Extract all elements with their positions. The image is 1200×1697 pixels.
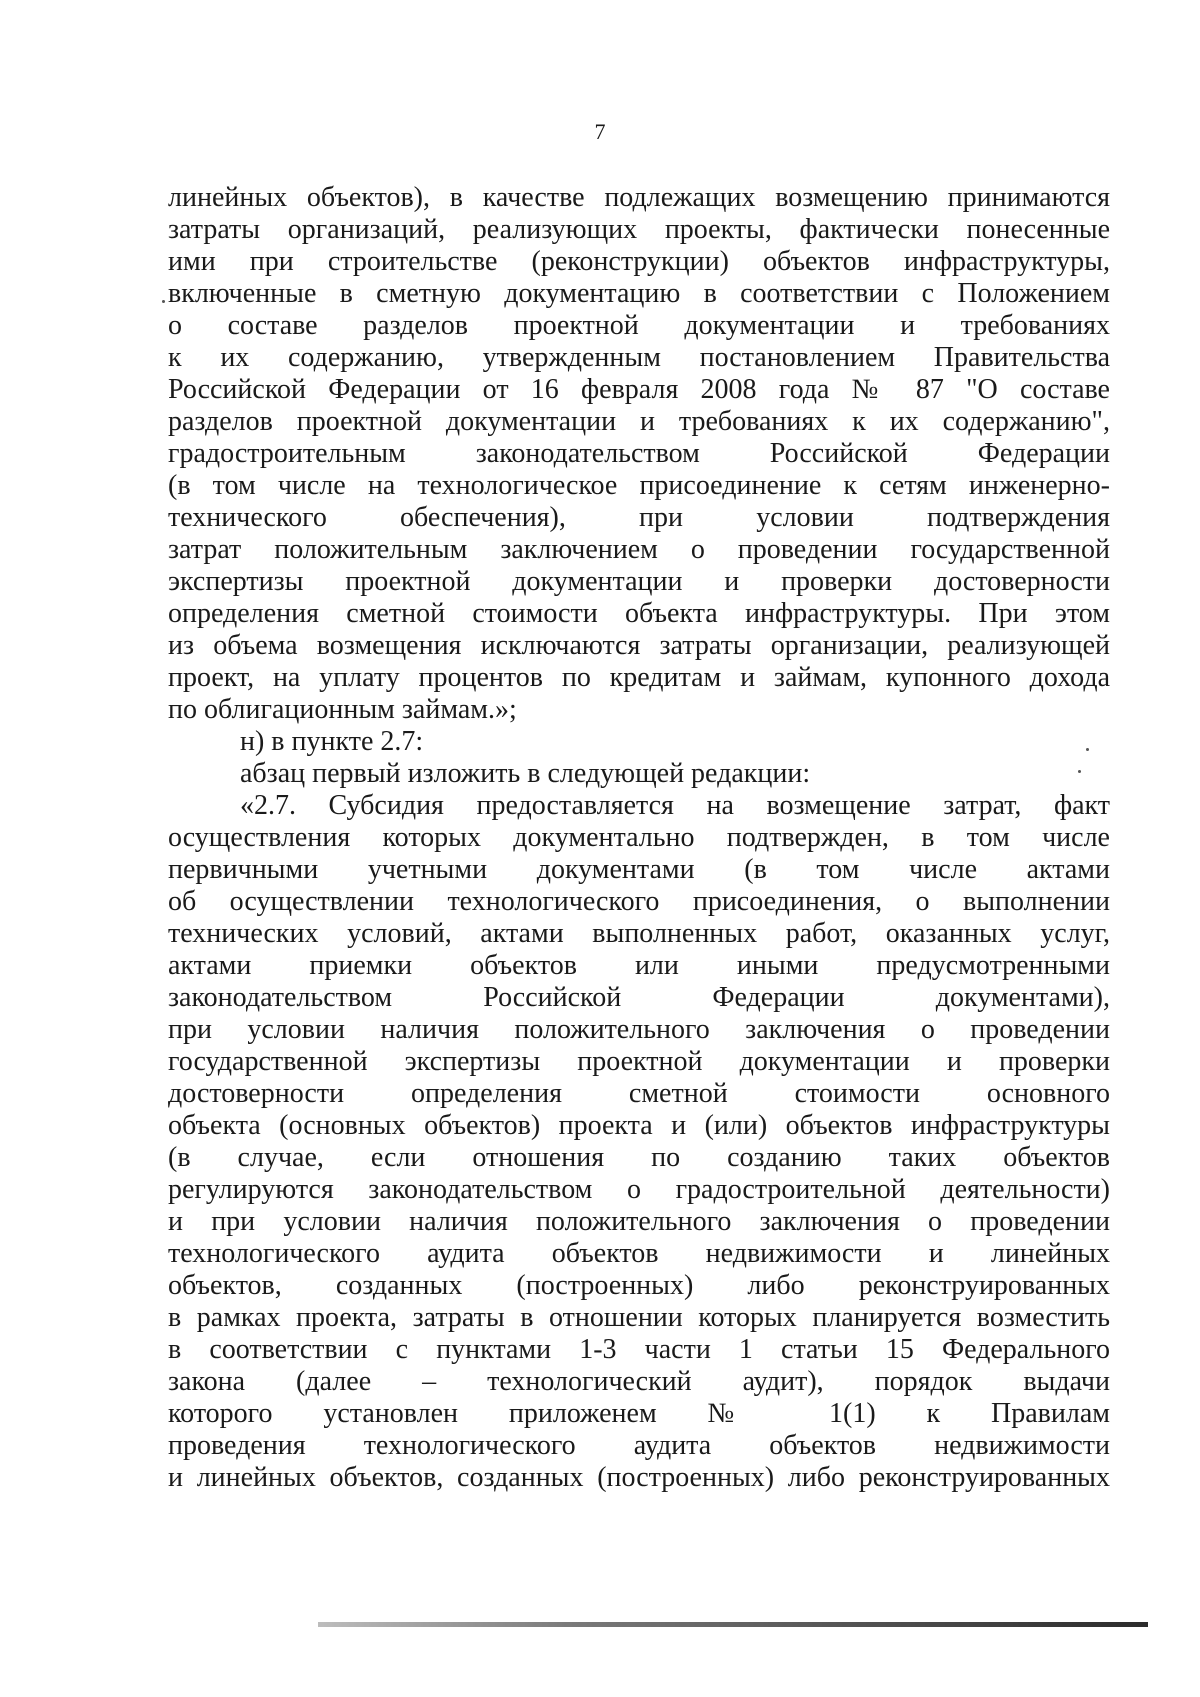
- text-line: разделов проектной документации и требованиях к их содержанию",: [168, 406, 1110, 437]
- text-line: регулируются законодательством о градостроительной деятельности): [168, 1174, 1110, 1205]
- text-line: затраты организаций, реализующих проекты, фактически понесенные: [168, 214, 1110, 245]
- text-line: осуществления которых документально подтвержден, в том числе: [168, 822, 1110, 853]
- text-line: определения сметной стоимости объекта инфраструктуры. При этом: [168, 598, 1110, 629]
- text-line: технического обеспечения), при условии подтверждения: [168, 502, 1110, 533]
- scan-speck: [1086, 748, 1089, 751]
- text-line: в соответствии с пунктами 1-3 части 1 статьи 15 Федерального: [168, 1334, 1110, 1365]
- text-line: технологического аудита объектов недвижимости и линейных: [168, 1238, 1110, 1269]
- text-line: «2.7. Субсидия предоставляется на возмещение затрат, факт: [240, 790, 1110, 821]
- text-line: проведения технологического аудита объектов недвижимости: [168, 1430, 1110, 1461]
- text-line: достоверности определения сметной стоимости основного: [168, 1078, 1110, 1109]
- text-line: об осуществлении технологического присоединения, о выполнении: [168, 886, 1110, 917]
- text-line: которого установлен приложенем № 1(1) к Правилам: [168, 1398, 1110, 1429]
- text-line: затрат положительным заключением о проведении государственной: [168, 534, 1110, 565]
- text-line: Российской Федерации от 16 февраля 2008 года № 87 "О составе: [168, 374, 1110, 405]
- text-line: к их содержанию, утвержденным постановлением Правительства: [168, 342, 1110, 373]
- page-number: 7: [594, 119, 606, 144]
- text-line: (в том числе на технологическое присоединение к сетям инженерно-: [168, 470, 1110, 501]
- scan-speck: [1078, 770, 1081, 773]
- text-line: проект, на уплату процентов по кредитам и займам, купонного дохода: [168, 662, 1110, 693]
- text-line: технических условий, актами выполненных работ, оказанных услуг,: [168, 918, 1110, 949]
- text-line: объектов, созданных (построенных) либо реконструированных: [168, 1270, 1110, 1301]
- text-line: по облигационным займам.»;: [168, 694, 517, 725]
- text-line: законодательством Российской Федерации документами),: [168, 982, 1110, 1013]
- document-body: [168, 182, 1110, 1494]
- text-line: государственной экспертизы проектной документации и проверки: [168, 1046, 1110, 1077]
- paragraph-heading: абзац первый изложить в следующей редакции:: [240, 758, 811, 789]
- text-line: экспертизы проектной документации и проверки достоверности: [168, 566, 1110, 597]
- text-line: при условии наличия положительного заключения о проведении: [168, 1014, 1110, 1045]
- text-line: первичными учетными документами (в том числе актами: [168, 854, 1110, 885]
- text-line: закона (далее – технологический аудит), порядок выдачи: [168, 1366, 1110, 1397]
- paragraph-heading: н) в пункте 2.7:: [240, 726, 424, 757]
- text-line: в рамках проекта, затраты в отношении которых планируется возместить: [168, 1302, 1110, 1333]
- footer-rule: [318, 1622, 1148, 1627]
- text-line: ими при строительстве (реконструкции) объектов инфраструктуры,: [168, 246, 1110, 277]
- text-line: включенные в сметную документацию в соответствии с Положением: [168, 278, 1110, 309]
- text-line: актами приемки объектов или иными предусмотренными: [168, 950, 1110, 981]
- text-line: и при условии наличия положительного заключения о проведении: [168, 1206, 1110, 1237]
- text-line: (в случае, если отношения по созданию таких объектов: [168, 1142, 1110, 1173]
- text-line: градостроительным законодательством Российской Федерации: [168, 438, 1110, 469]
- text-line: и линейных объектов, созданных (построенных) либо реконструированных: [168, 1462, 1110, 1493]
- text-line: из объема возмещения исключаются затраты организации, реализующей: [168, 630, 1110, 661]
- text-line: объекта (основных объектов) проекта и (или) объектов инфраструктуры: [168, 1110, 1110, 1141]
- text-line: линейных объектов), в качестве подлежащих возмещению принимаются: [168, 182, 1110, 213]
- text-line: о составе разделов проектной документации и требованиях: [168, 310, 1110, 341]
- scan-speck: [162, 300, 165, 303]
